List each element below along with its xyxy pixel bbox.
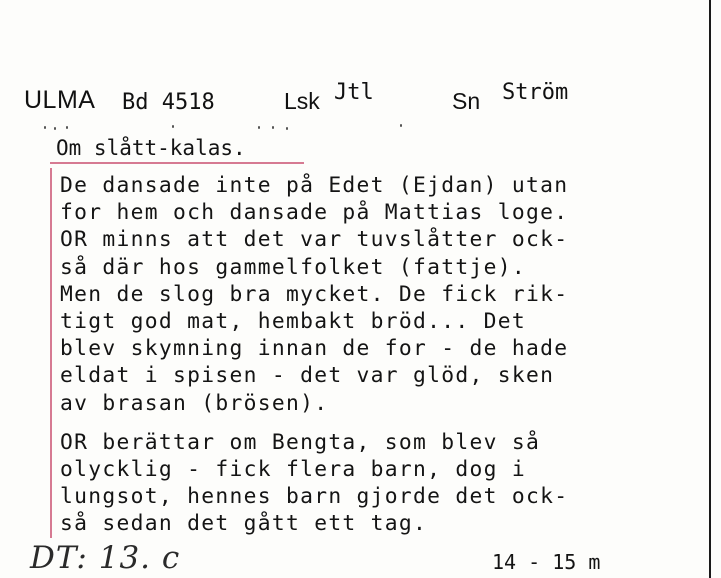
- body-line: av brasan (brösen).: [60, 390, 329, 416]
- body-line: OR minns att det var tuvslåtter ock-: [60, 227, 569, 253]
- body-line: OR berättar om Bengta, som blev så: [60, 429, 541, 455]
- speck: [44, 126, 46, 129]
- body-line: eldat i spisen - det var glöd, sken: [60, 363, 555, 389]
- speck: [272, 126, 274, 129]
- body-line: lungsot, hennes barn gjorde det ock-: [60, 484, 569, 510]
- body-line: så sedan det gått ett tag.: [60, 511, 428, 537]
- record-number: Bd 4518: [122, 90, 215, 115]
- margin-rule: [50, 168, 52, 538]
- card-edge: [709, 0, 711, 578]
- paper-specks: [40, 122, 420, 134]
- body-line: De dansade inte på Edet (Ejdan) utan: [60, 173, 569, 198]
- socken-value: Ström: [502, 80, 569, 105]
- speck: [54, 127, 56, 130]
- body-line: tigt god mat, hembakt bröd... Det: [60, 308, 527, 334]
- card-body: [60, 172, 670, 537]
- body-line: Men de slog bra mycket. De fick rik-: [60, 281, 569, 307]
- speck: [400, 124, 402, 127]
- subject-title: Om slått-kalas.: [56, 136, 246, 160]
- speck: [258, 126, 260, 129]
- paragraph-gap: [60, 417, 670, 429]
- landskap-label: Lsk: [284, 88, 320, 114]
- card-header: [24, 80, 704, 126]
- body-line: blev skymning innan de for - de hade: [60, 336, 569, 362]
- archive-name: ULMA: [24, 86, 96, 114]
- body-line: for hem och dansade på Mattias loge.: [60, 200, 569, 226]
- landskap-value: Jtl: [334, 80, 374, 105]
- handwritten-code: DT: 13. c: [30, 540, 181, 576]
- subject-underline: [50, 162, 304, 164]
- body-line: olycklig - fick flera barn, dog i: [60, 456, 527, 482]
- body-line: så där hos gammelfolket (fattje).: [60, 254, 527, 280]
- socken-label: Sn: [452, 88, 481, 114]
- speck: [286, 127, 288, 130]
- speck: [66, 126, 68, 129]
- duration-note: 14 - 15 m: [492, 550, 601, 574]
- speck: [172, 125, 174, 128]
